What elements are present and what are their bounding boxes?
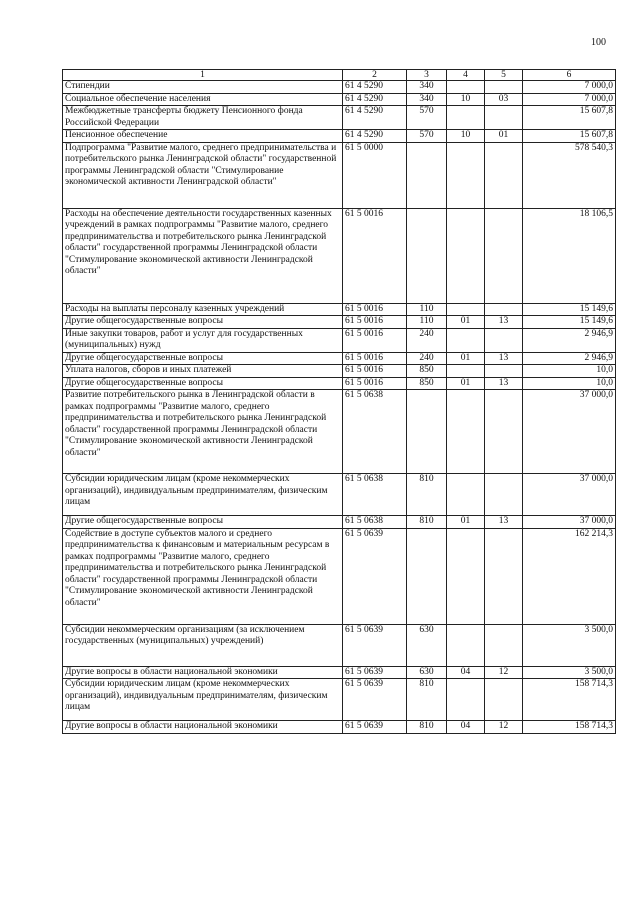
row-name-cell: Содействие в доступе субъектов малого и среднего предпринимательства к финансовым и материальным ресурсам в рамках подпрограммы "Развитие малого, среднего предпринимательства и потребительского рынка Ленинградской области" государственной программы Ленинградской области "Стимулирование экономической активности Ленинградской области" [63, 528, 343, 624]
row-target-code-cell: 61 5 0016 [343, 352, 407, 365]
header-col-4: 4 [447, 70, 485, 81]
table-row [63, 624, 616, 666]
table-row [63, 93, 616, 106]
row-name-cell: Расходы на обеспечение деятельности государственных казенных учреждений в рамках подпрограммы "Развитие малого, среднего предпринимательства и потребительского рынка Ленинградской области" государственной программы Ленинградской области "Стимулирование экономической активности Ленинградской области" [63, 208, 343, 303]
row-section-cell [447, 328, 485, 352]
row-section-cell [447, 528, 485, 624]
row-expense-type-cell: 340 [407, 81, 447, 94]
row-target-code-cell: 61 5 0016 [343, 365, 407, 378]
row-section-cell [447, 208, 485, 303]
budget-table [62, 69, 616, 734]
row-subsection-cell [485, 390, 523, 474]
row-target-code-cell: 61 5 0000 [343, 142, 407, 208]
table-row [63, 679, 616, 721]
row-subsection-cell [485, 328, 523, 352]
row-section-cell: 01 [447, 377, 485, 390]
header-row [63, 70, 616, 81]
row-name-cell: Стипендии [63, 81, 343, 94]
row-section-cell [447, 679, 485, 721]
row-target-code-cell: 61 5 0016 [343, 377, 407, 390]
row-target-code-cell: 61 5 0016 [343, 316, 407, 329]
row-subsection-cell: 01 [485, 130, 523, 143]
row-amount-cell: 3 500,0 [523, 624, 616, 666]
row-section-cell: 04 [447, 721, 485, 734]
row-section-cell [447, 81, 485, 94]
table-row [63, 81, 616, 94]
table-row [63, 142, 616, 208]
row-section-cell [447, 142, 485, 208]
row-subsection-cell [485, 474, 523, 516]
row-name-cell: Другие общегосударственные вопросы [63, 516, 343, 529]
row-name-cell: Субсидии юридическим лицам (кроме некоммерческих организаций), индивидуальным предпринимателям, физическим лицам [63, 474, 343, 516]
row-amount-cell: 10,0 [523, 365, 616, 378]
row-target-code-cell: 61 5 0639 [343, 528, 407, 624]
row-subsection-cell: 12 [485, 666, 523, 679]
row-name-cell: Другие общегосударственные вопросы [63, 352, 343, 365]
row-name-cell: Субсидии юридическим лицам (кроме некоммерческих организаций), индивидуальным предпринимателям, физическим лицам [63, 679, 343, 721]
row-name-cell: Пенсионное обеспечение [63, 130, 343, 143]
row-amount-cell: 15 607,8 [523, 130, 616, 143]
row-expense-type-cell [407, 528, 447, 624]
row-section-cell [447, 365, 485, 378]
row-target-code-cell: 61 4 5290 [343, 130, 407, 143]
row-expense-type-cell: 850 [407, 365, 447, 378]
row-target-code-cell: 61 4 5290 [343, 81, 407, 94]
row-subsection-cell [485, 679, 523, 721]
table-row [63, 208, 616, 303]
row-target-code-cell: 61 5 0638 [343, 474, 407, 516]
table-row [63, 328, 616, 352]
row-name-cell: Другие общегосударственные вопросы [63, 377, 343, 390]
row-subsection-cell: 03 [485, 93, 523, 106]
table-row [63, 303, 616, 316]
header-col-6: 6 [523, 70, 616, 81]
row-amount-cell: 162 214,3 [523, 528, 616, 624]
row-expense-type-cell: 810 [407, 474, 447, 516]
row-section-cell: 01 [447, 516, 485, 529]
row-amount-cell: 37 000,0 [523, 474, 616, 516]
row-target-code-cell: 61 5 0639 [343, 679, 407, 721]
row-subsection-cell [485, 303, 523, 316]
header-col-2: 2 [343, 70, 407, 81]
row-amount-cell: 37 000,0 [523, 390, 616, 474]
row-target-code-cell: 61 5 0639 [343, 624, 407, 666]
page-number: 100 [591, 37, 606, 48]
table-row [63, 365, 616, 378]
row-expense-type-cell: 810 [407, 679, 447, 721]
row-amount-cell: 37 000,0 [523, 516, 616, 529]
row-expense-type-cell: 340 [407, 93, 447, 106]
table-row [63, 528, 616, 624]
row-name-cell: Межбюджетные трансферты бюджету Пенсионного фонда Российской Федерации [63, 106, 343, 130]
row-name-cell: Подпрограмма "Развитие малого, среднего предпринимательства и потребительского рынка Ленинградской области" государственной программы Ленинградской области "Стимулирование экономической активности Ленинградской области" [63, 142, 343, 208]
row-name-cell: Другие общегосударственные вопросы [63, 316, 343, 329]
row-subsection-cell: 13 [485, 377, 523, 390]
row-expense-type-cell: 240 [407, 352, 447, 365]
row-name-cell: Другие вопросы в области национальной экономики [63, 721, 343, 734]
row-name-cell: Субсидии некоммерческим организациям (за исключением государственных (муниципальных) учреждений) [63, 624, 343, 666]
header-col-1: 1 [63, 70, 343, 81]
row-amount-cell: 578 540,3 [523, 142, 616, 208]
row-target-code-cell: 61 5 0638 [343, 390, 407, 474]
header-col-5: 5 [485, 70, 523, 81]
table-row [63, 316, 616, 329]
row-amount-cell: 15 607,8 [523, 106, 616, 130]
row-expense-type-cell [407, 142, 447, 208]
row-subsection-cell [485, 528, 523, 624]
row-section-cell [447, 474, 485, 516]
row-expense-type-cell: 570 [407, 130, 447, 143]
row-section-cell [447, 624, 485, 666]
row-target-code-cell: 61 4 5290 [343, 93, 407, 106]
row-section-cell: 01 [447, 316, 485, 329]
row-expense-type-cell: 850 [407, 377, 447, 390]
row-amount-cell: 15 149,6 [523, 316, 616, 329]
row-expense-type-cell: 630 [407, 666, 447, 679]
row-expense-type-cell: 810 [407, 516, 447, 529]
row-amount-cell: 15 149,6 [523, 303, 616, 316]
table-row [63, 130, 616, 143]
row-section-cell: 10 [447, 93, 485, 106]
row-expense-type-cell: 240 [407, 328, 447, 352]
row-subsection-cell: 13 [485, 516, 523, 529]
row-subsection-cell [485, 142, 523, 208]
row-name-cell: Расходы на выплаты персоналу казенных учреждений [63, 303, 343, 316]
row-amount-cell: 3 500,0 [523, 666, 616, 679]
table-row [63, 377, 616, 390]
row-name-cell: Уплата налогов, сборов и иных платежей [63, 365, 343, 378]
table-row [63, 666, 616, 679]
row-name-cell: Иные закупки товаров, работ и услуг для государственных (муниципальных) нужд [63, 328, 343, 352]
row-target-code-cell: 61 5 0016 [343, 328, 407, 352]
row-section-cell: 10 [447, 130, 485, 143]
row-subsection-cell: 13 [485, 316, 523, 329]
row-subsection-cell [485, 365, 523, 378]
row-target-code-cell: 61 5 0639 [343, 721, 407, 734]
row-section-cell: 04 [447, 666, 485, 679]
row-target-code-cell: 61 5 0016 [343, 208, 407, 303]
row-expense-type-cell: 630 [407, 624, 447, 666]
table-row [63, 352, 616, 365]
row-section-cell: 01 [447, 352, 485, 365]
row-expense-type-cell [407, 208, 447, 303]
row-expense-type-cell: 570 [407, 106, 447, 130]
row-expense-type-cell [407, 390, 447, 474]
row-amount-cell: 7 000,0 [523, 81, 616, 94]
row-section-cell [447, 303, 485, 316]
row-amount-cell: 158 714,3 [523, 679, 616, 721]
row-subsection-cell [485, 106, 523, 130]
row-subsection-cell [485, 624, 523, 666]
row-amount-cell: 18 106,5 [523, 208, 616, 303]
row-target-code-cell: 61 5 0016 [343, 303, 407, 316]
row-amount-cell: 158 714,3 [523, 721, 616, 734]
row-amount-cell: 2 946,9 [523, 328, 616, 352]
row-name-cell: Развитие потребительского рынка в Ленинградской области в рамках подпрограммы "Развитие малого, среднего предпринимательства и потребительского рынка Ленинградской области" государственной программы Ленинградской области "Стимулирование экономической активности Ленинградской области" [63, 390, 343, 474]
row-target-code-cell: 61 4 5290 [343, 106, 407, 130]
row-target-code-cell: 61 5 0638 [343, 516, 407, 529]
row-amount-cell: 7 000,0 [523, 93, 616, 106]
row-section-cell [447, 390, 485, 474]
table-row [63, 106, 616, 130]
table-row [63, 474, 616, 516]
header-col-3: 3 [407, 70, 447, 81]
row-expense-type-cell: 110 [407, 316, 447, 329]
row-section-cell [447, 106, 485, 130]
row-amount-cell: 10,0 [523, 377, 616, 390]
table-row [63, 516, 616, 529]
row-amount-cell: 2 946,9 [523, 352, 616, 365]
row-expense-type-cell: 810 [407, 721, 447, 734]
row-subsection-cell: 13 [485, 352, 523, 365]
table-row [63, 721, 616, 734]
row-subsection-cell [485, 81, 523, 94]
row-expense-type-cell: 110 [407, 303, 447, 316]
row-name-cell: Социальное обеспечение населения [63, 93, 343, 106]
row-subsection-cell [485, 208, 523, 303]
row-target-code-cell: 61 5 0639 [343, 666, 407, 679]
table-row [63, 390, 616, 474]
row-subsection-cell: 12 [485, 721, 523, 734]
row-name-cell: Другие вопросы в области национальной экономики [63, 666, 343, 679]
